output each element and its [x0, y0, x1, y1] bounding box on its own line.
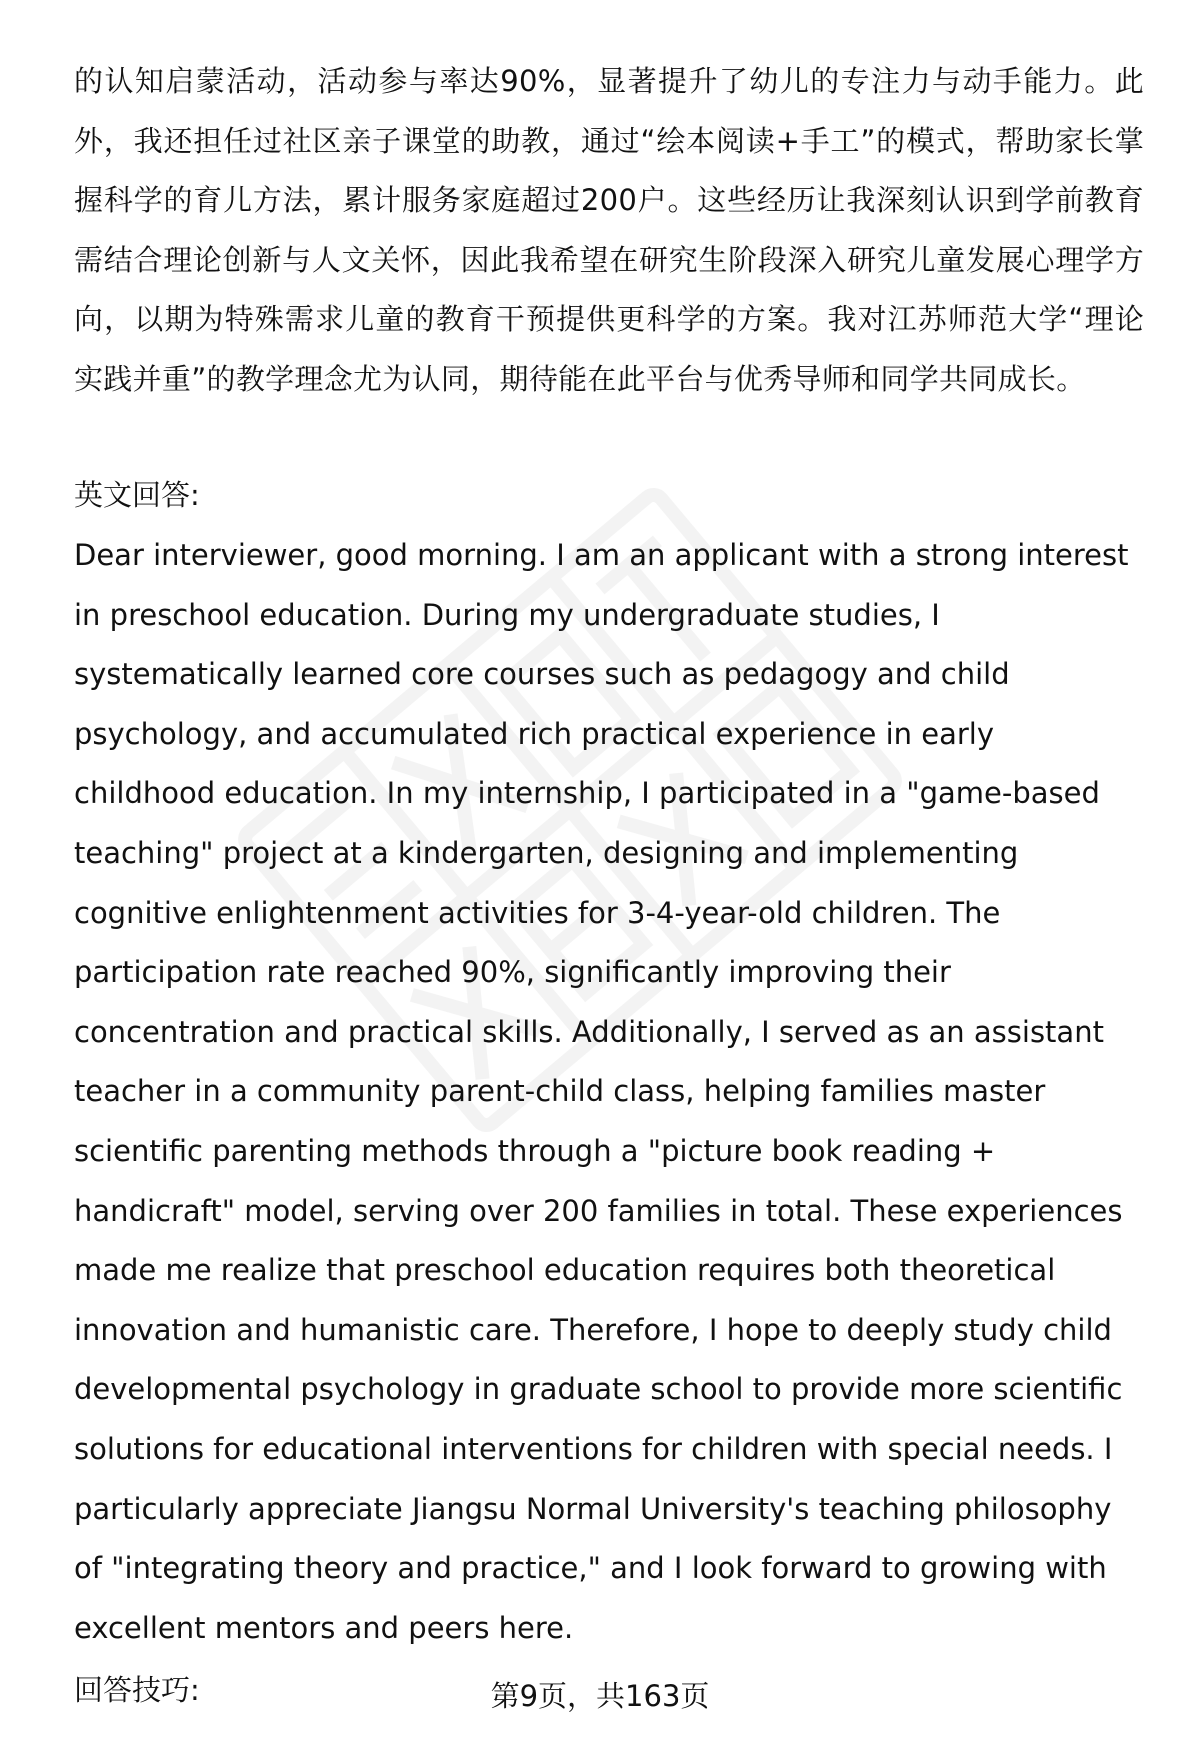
chinese-answer-paragraph: 的认知启蒙活动，活动参与率达90%，显著提升了幼儿的专注力与动手能力。此外，我还担任过社区亲子课堂的助教，通过“绘本阅读+手工”的模式，帮助家长掌握科学的育儿方法，累计服务家庭超过200户。这些经历让我深刻认识到学前教育需结合理论创新与人文关怀，因此我希望在研究生阶段深入研究儿童发展心理学方向，以期为特殊需求儿童的教育干预提供更科学的方案。我对江苏师范大学“理论实践并重”的教学理念尤为认同，期待能在此平台与优秀导师和同学共同成长。 [74, 64, 1144, 396]
english-answer-label: 英文回答: [74, 478, 200, 512]
answer-tips-label: 回答技巧: [74, 1673, 200, 1707]
page-footer: 第9页，共163页 [490, 1679, 710, 1713]
english-answer-paragraph: Dear interviewer, good morning. I am an applicant with a strong interest in preschool education. During my undergraduate studies, I systematically learned core courses such as pedagogy and child psychology, and accumulated rich practical experience in early childhood education. In my internship, I participated in a "game-based teaching" project at a kindergarten, designing and implementing cognitive enlightenment activities for 3-4-year-old children. The participation rate reached 90%, significantly improving their concentration and practical skills. Additionally, I served as an assistant teacher in a community parent-child class, helping families master scientific parenting methods through a "picture book reading + handicraft" model, serving over 200 families in total. These experiences made me realize that preschool education requires both theoretical innovation and humanistic care. Therefore, I hope to deeply study child developmental psychology in graduate school to provide more scientific solutions for educational interventions for children with special needs. I particularly appreciate Jiangsu Normal University's teaching philosophy of "integrating theory and practice," and I look forward to growing with excellent mentors and peers here. [74, 538, 1129, 1645]
